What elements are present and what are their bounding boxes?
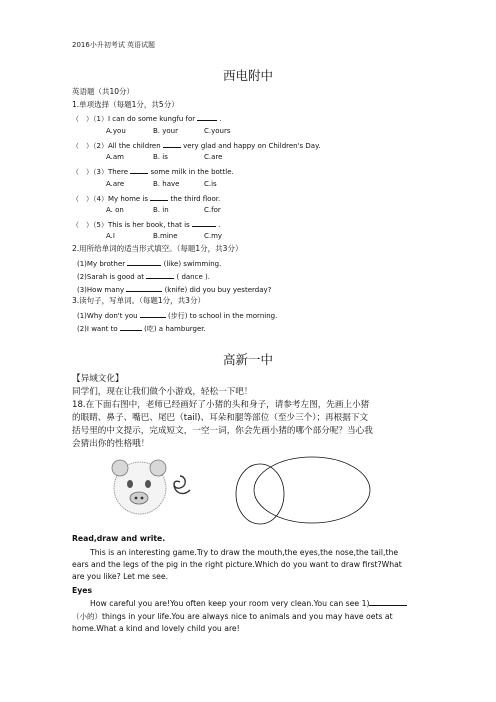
para1-line-3: are you like? Let me see.	[72, 572, 169, 581]
part2-item-2: (2)Sarah is good at ( dance ).	[77, 273, 210, 281]
culture-title: 【异域文化】	[72, 374, 124, 384]
q1-option-a: A.you	[106, 127, 126, 135]
q18-line-4: 会猜出你的性格哦！	[72, 439, 150, 449]
page-header: 2016小升初考试 英语试题	[72, 41, 156, 49]
section-title: 英语题（共10分）	[72, 87, 135, 96]
question-5: （ ）（5）This is her book, that is .	[72, 221, 221, 229]
question-2-stem: （ ）（2）All the children	[72, 142, 161, 150]
q2-option-b: B. is	[153, 153, 168, 161]
pig-head-outline	[236, 464, 284, 524]
part2-item-3: (3)How many (knife) did you buy yesterday?	[77, 286, 272, 294]
pig-reference-drawing	[110, 456, 206, 520]
question-3-blank[interactable]	[130, 166, 148, 174]
question-1-blank[interactable]	[197, 113, 217, 121]
para2-line-3: home.What a kind and lovely child you are!	[72, 624, 240, 633]
q3-option-b: B. have	[153, 180, 180, 188]
intro-line: 同学们，现在让我们做个小游戏，轻松一下吧！	[72, 387, 253, 397]
question-5-blank[interactable]	[192, 219, 216, 227]
part3-item-2-blank[interactable]	[120, 323, 142, 331]
read-draw-write-title: Read,draw and write.	[72, 534, 166, 543]
question-3-stem: （ ）（3）There	[72, 168, 129, 176]
q2-option-c: C.are	[204, 153, 223, 161]
part2-item-3-blank[interactable]	[126, 284, 162, 292]
part3-item-1-blank[interactable]	[140, 310, 166, 318]
question-5-stem: （ ）（5）This is her book, that is	[72, 221, 190, 229]
part3-item-2: (2)I want to (吃) a hamburger.	[77, 325, 206, 333]
part2-item-1-blank[interactable]	[127, 258, 161, 266]
blank-1[interactable]	[369, 598, 407, 606]
pig-head-sketch	[112, 460, 166, 514]
q18-line-2: 的眼睛、鼻子、嘴巴、尾巴（tail)、耳朵和腿等部位（至少三个）；再根据下文	[72, 413, 369, 423]
part3-title: 3.读句子，写单词。（每题1分，共3分）	[72, 296, 205, 305]
para1-line-2: ears and the legs of the pig in the right picture.Which do you want to draw first?What	[72, 560, 402, 569]
para1-line-1: This is an interesting game.Try to draw the mouth,the eyes,the nose,the tail,the	[90, 548, 399, 557]
part2-item-2-blank[interactable]	[146, 271, 174, 279]
q5-option-c: C.my	[204, 232, 223, 240]
q1-option-c: C.yours	[204, 127, 231, 135]
q18-line-3: 括号里的中文提示，完成短文，一空一词，你会先画小猪的哪个部分呢？当心我	[72, 426, 373, 436]
q3-option-a: A.are	[106, 180, 125, 188]
q4-option-a: A. on	[106, 206, 124, 214]
q2-option-a: A.am	[106, 153, 124, 161]
part1-title: 1.单项选择（每题1分，共5分）	[72, 100, 179, 109]
question-4: （ ）（4）My home is the third floor.	[72, 195, 221, 203]
question-1-stem: （ ）（1）I can do some kungfu for	[72, 115, 196, 123]
q4-option-c: C.for	[204, 206, 221, 214]
school-title-xidian: 西电附中	[222, 68, 273, 83]
question-2: （ ）（2）All the children very glad and happy on Children's Day.	[72, 142, 321, 150]
question-4-stem: （ ）（4）My home is	[72, 195, 149, 203]
q1-option-b: B. your	[153, 127, 178, 135]
question-2-blank[interactable]	[163, 140, 181, 148]
para2-line-1: How careful you are!You often keep your room very clean.You can see 1)	[90, 598, 407, 610]
part3-item-1: (1)Why don't you (步行) to school in the morning.	[77, 312, 278, 320]
q18-line-1: 18.在下面右图中，老师已经画好了小猪的头和身子，请参考左图，先画上小猪	[72, 400, 370, 410]
question-1: （ ）（1）I can do some kungfu for .	[72, 115, 222, 123]
q5-option-a: A.I	[106, 232, 115, 240]
pig-tail-sketch	[174, 476, 190, 493]
q5-option-b: B.mine	[153, 232, 178, 240]
part2-item-1: (1)My brother (like) swimming.	[77, 260, 222, 268]
q4-option-b: B. in	[153, 206, 169, 214]
para2-line-2: （小的）things in your life.You are always nice to animals and you may have oets at	[72, 612, 393, 621]
pig-outline-to-draw	[226, 454, 376, 528]
question-4-blank[interactable]	[150, 193, 168, 201]
part2-title: 2.用所给单词的适当形式填空。（每题1分，共3分）	[72, 244, 243, 253]
eyes-title: Eyes	[72, 586, 93, 595]
school-title-gaoxin: 高新一中	[222, 352, 273, 367]
question-3: （ ）（3）There some milk in the bottle.	[72, 168, 234, 176]
pig-body-outline	[254, 457, 370, 523]
q3-option-c: C.is	[204, 180, 217, 188]
